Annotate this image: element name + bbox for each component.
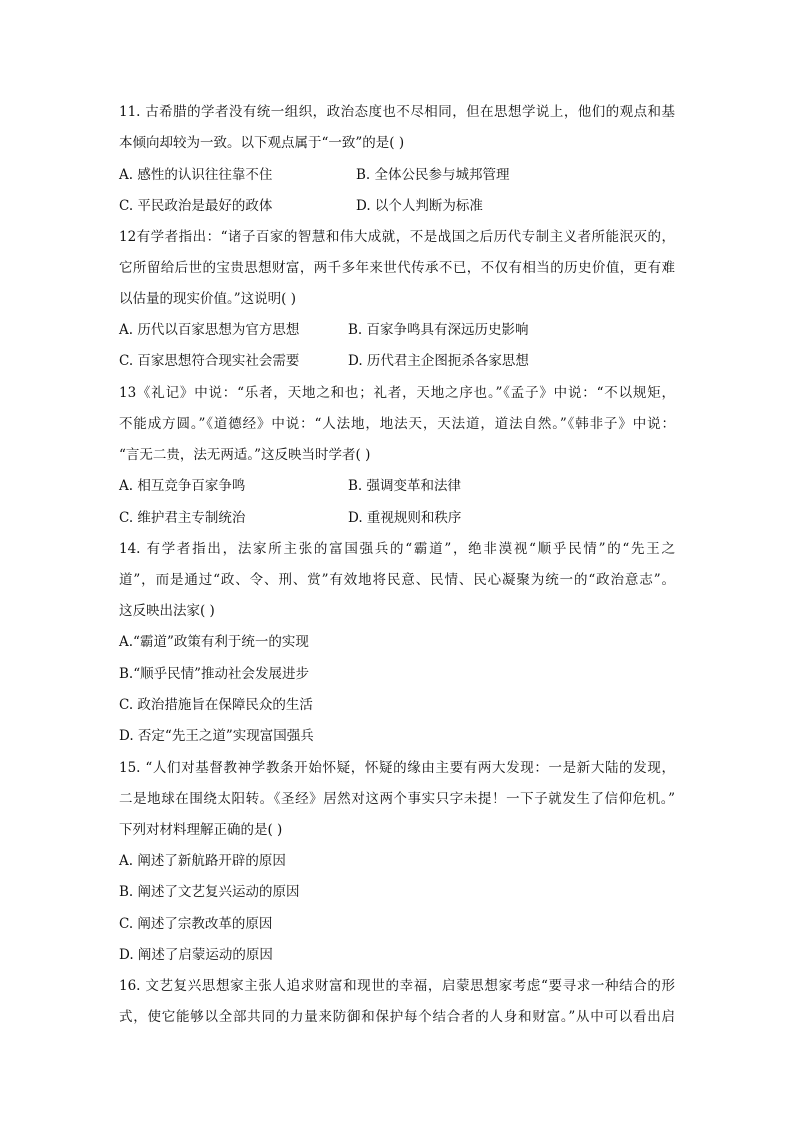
question-11-option-c: C. 平民政治是最好的政体 [119,198,273,214]
question-15-line-2: 二是地球在围绕太阳转。《圣经》居然对这两个事实只字未提！一下子就发生了信仰危机。” [119,791,675,807]
question-12-line-2: 它所留给后世的宝贵思想财富，两千多年来世代传承不已，不仅有相当的历史价值，更有难 [119,260,675,276]
question-15-line-3: 下列对材料理解正确的是( ) [119,822,283,838]
question-14-line-1: 14. 有学者指出，法家所主张的富国强兵的“霸道”，绝非漠视“顺乎民情”的“先王之 [119,541,675,557]
question-11-option-d: D. 以个人判断为标准 [356,198,483,214]
question-12-option-a: A. 历代以百家思想为官方思想 [119,322,300,338]
question-16-line-1: 16. 文艺复兴思想家主张人追求财富和现世的幸福，启蒙思想家考虑“要寻求一种结合的形 [119,978,675,994]
question-11-option-b: B. 全体公民参与城邦管理 [356,167,510,183]
question-11-line-1: 11. 古希腊的学者没有统一组织，政治态度也不尽相同，但在思想学说上，他们的观点和基 [119,104,675,120]
question-13-line-3: “言无二贵，法无两适。”这反映当时学者( ) [119,447,371,463]
question-16-line-2: 式，使它能够以全部共同的力量来防御和保护每个结合者的人身和财富。”从中可以看出启 [119,1009,675,1025]
question-14-line-3: 这反映出法家( ) [119,603,215,619]
question-12-line-1: 12有学者指出：“诸子百家的智慧和伟大成就，不是战国之后历代专制主义者所能泯灭的， [119,229,675,245]
question-12-line-3: 以估量的现实价值。”这说明( ) [119,291,296,307]
question-13-option-c: C. 维护君主专制统治 [119,510,246,526]
question-13-line-2: 不能成方圆。”《道德经》中说：“人法地，地法天，天法道，道法自然。”《韩非子》中说： [119,416,675,432]
question-12-option-d: D. 历代君主企图扼杀各家思想 [348,353,529,369]
question-15-line-1: 15. “人们对基督教神学教条开始怀疑，怀疑的缘由主要有两大发现：一是新大陆的发现， [119,760,675,776]
question-15-option-c: C. 阐述了宗教改革的原因 [119,916,273,932]
question-15-option-d: D. 阐述了启蒙运动的原因 [119,947,273,963]
question-12-option-b: B. 百家争鸣具有深远历史影响 [348,322,529,338]
question-13-option-a: A. 相互竞争百家争鸣 [119,478,246,494]
question-11-option-a: A. 感性的认识往往靠不住 [119,167,273,183]
question-15-option-b: B. 阐述了文艺复兴运动的原因 [119,884,300,900]
question-14-line-2: 道”，而是通过“政、令、刑、赏”有效地将民意、民情、民心凝聚为统一的“政治意志”。 [119,572,675,588]
question-15-option-a: A. 阐述了新航路开辟的原因 [119,853,286,869]
question-14-option-b: B.“顺乎民情”推动社会发展进步 [119,666,310,682]
question-13-option-b: B. 强调变革和法律 [348,478,462,494]
question-13-line-1: 13《礼记》中说：“乐者，天地之和也；礼者，天地之序也。”《孟子》中说：“不以规矩， [119,385,675,401]
question-11-line-2: 本倾向却较为一致。以下观点属于“一致”的是( ) [119,135,405,151]
question-14-option-a: A.“霸道”政策有利于统一的实现 [119,634,309,650]
question-14-option-d: D. 否定“先王之道”实现富国强兵 [119,728,314,744]
question-14-option-c: C. 政治措施旨在保障民众的生活 [119,697,313,713]
question-12-option-c: C. 百家思想符合现实社会需要 [119,353,300,369]
question-13-option-d: D. 重视规则和秩序 [348,510,462,526]
